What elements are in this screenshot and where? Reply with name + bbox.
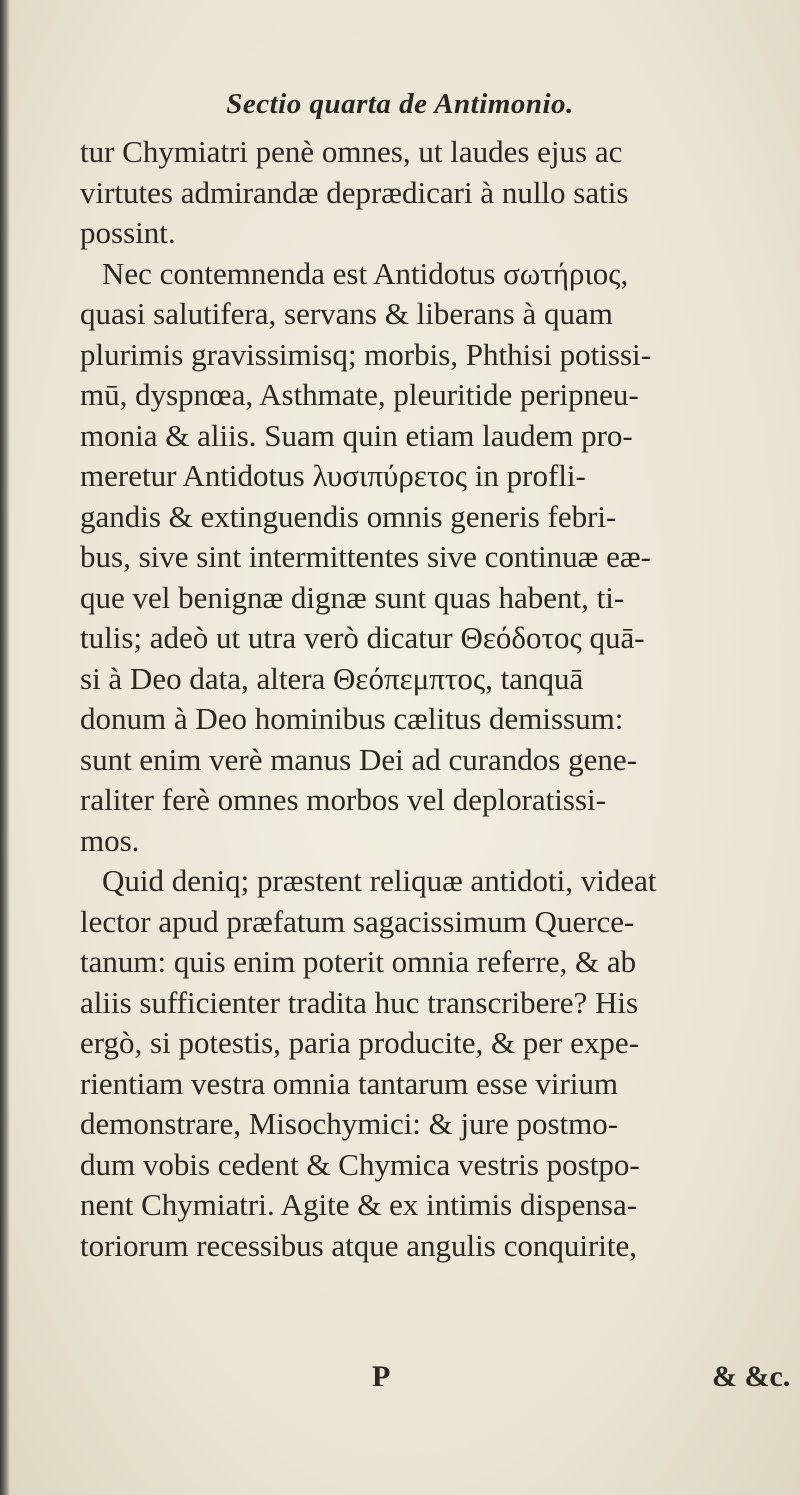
page-footer xyxy=(0,1360,800,1400)
text-line: tulis; adeò ut utra verò dicatur Θεόδοτος quā- xyxy=(80,620,645,655)
text-line: quasi salutifera, servans & liberans à quam xyxy=(80,296,613,331)
text-line: nent Chymiatri. Agite & ex intimis dispensa- xyxy=(80,1187,638,1222)
page-gutter-shadow xyxy=(0,0,10,1495)
running-header: Sectio quarta de Antimonio. xyxy=(226,88,574,120)
text-line: mū, dyspnœa, Asthmate, pleuritide peripneu- xyxy=(80,377,639,412)
text-line: sunt enim verè manus Dei ad curandos gene- xyxy=(80,741,637,777)
text-line: ergò, si potestis, paria producite, & per expe- xyxy=(80,1025,639,1060)
text-line: virtutes admirandæ deprædicari à nullo satis xyxy=(80,174,629,210)
paragraph-start-line: Nec contemnenda est Antidotus σωτήριος, xyxy=(102,255,629,291)
text-line: aliis sufficienter tradita huc transcribere? His xyxy=(80,984,639,1020)
body-text xyxy=(80,132,780,1266)
text-line: gandis & extinguendis omnis generis febri- xyxy=(80,498,617,534)
text-line: bus, sive sint intermittentes sive continuæ eæ- xyxy=(80,539,651,574)
text-line: plurimis gravissimisq; morbis, Phthisi potissi- xyxy=(80,336,651,372)
text-line: rientiam vestra omnia tantarum esse virium xyxy=(80,1065,619,1101)
text-line: meretur Antidotus λυσιπύρετος in profli- xyxy=(80,458,586,493)
text-line: dum vobis cedent & Chymica vestris postpo- xyxy=(80,1146,640,1182)
text-line: toriorum recessibus atque angulis conquirite, xyxy=(80,1227,638,1263)
text-line: donum à Deo hominibus cælitus demissum: xyxy=(80,701,624,736)
text-line: si à Deo data, altera Θεόπεμπτος, tanquā xyxy=(80,660,584,696)
catchword: & &c. xyxy=(712,1360,791,1393)
signature-mark: P xyxy=(372,1360,391,1393)
text-line: mos. xyxy=(80,822,140,858)
text-line: tanum: quis enim poterit omnia referre, & ab xyxy=(80,944,637,979)
text-line: monia & aliis. Suam quin etiam laudem pro- xyxy=(80,417,633,453)
paragraph-start-line: Quid deniq; præstent reliquæ antidoti, videat xyxy=(102,863,657,898)
text-line: raliter ferè omnes morbos vel deploratissi- xyxy=(80,782,606,817)
text-line: que vel benignæ dignæ sunt quas habent, ti- xyxy=(80,579,625,615)
text-line: lector apud præfatum sagacissimum Querce- xyxy=(80,903,635,939)
text-line: possint. xyxy=(80,215,176,250)
text-line: tur Chymiatri penè omnes, ut laudes ejus ac xyxy=(80,134,623,169)
text-line: demonstrare, Misochymici: & jure postmo- xyxy=(80,1106,619,1141)
